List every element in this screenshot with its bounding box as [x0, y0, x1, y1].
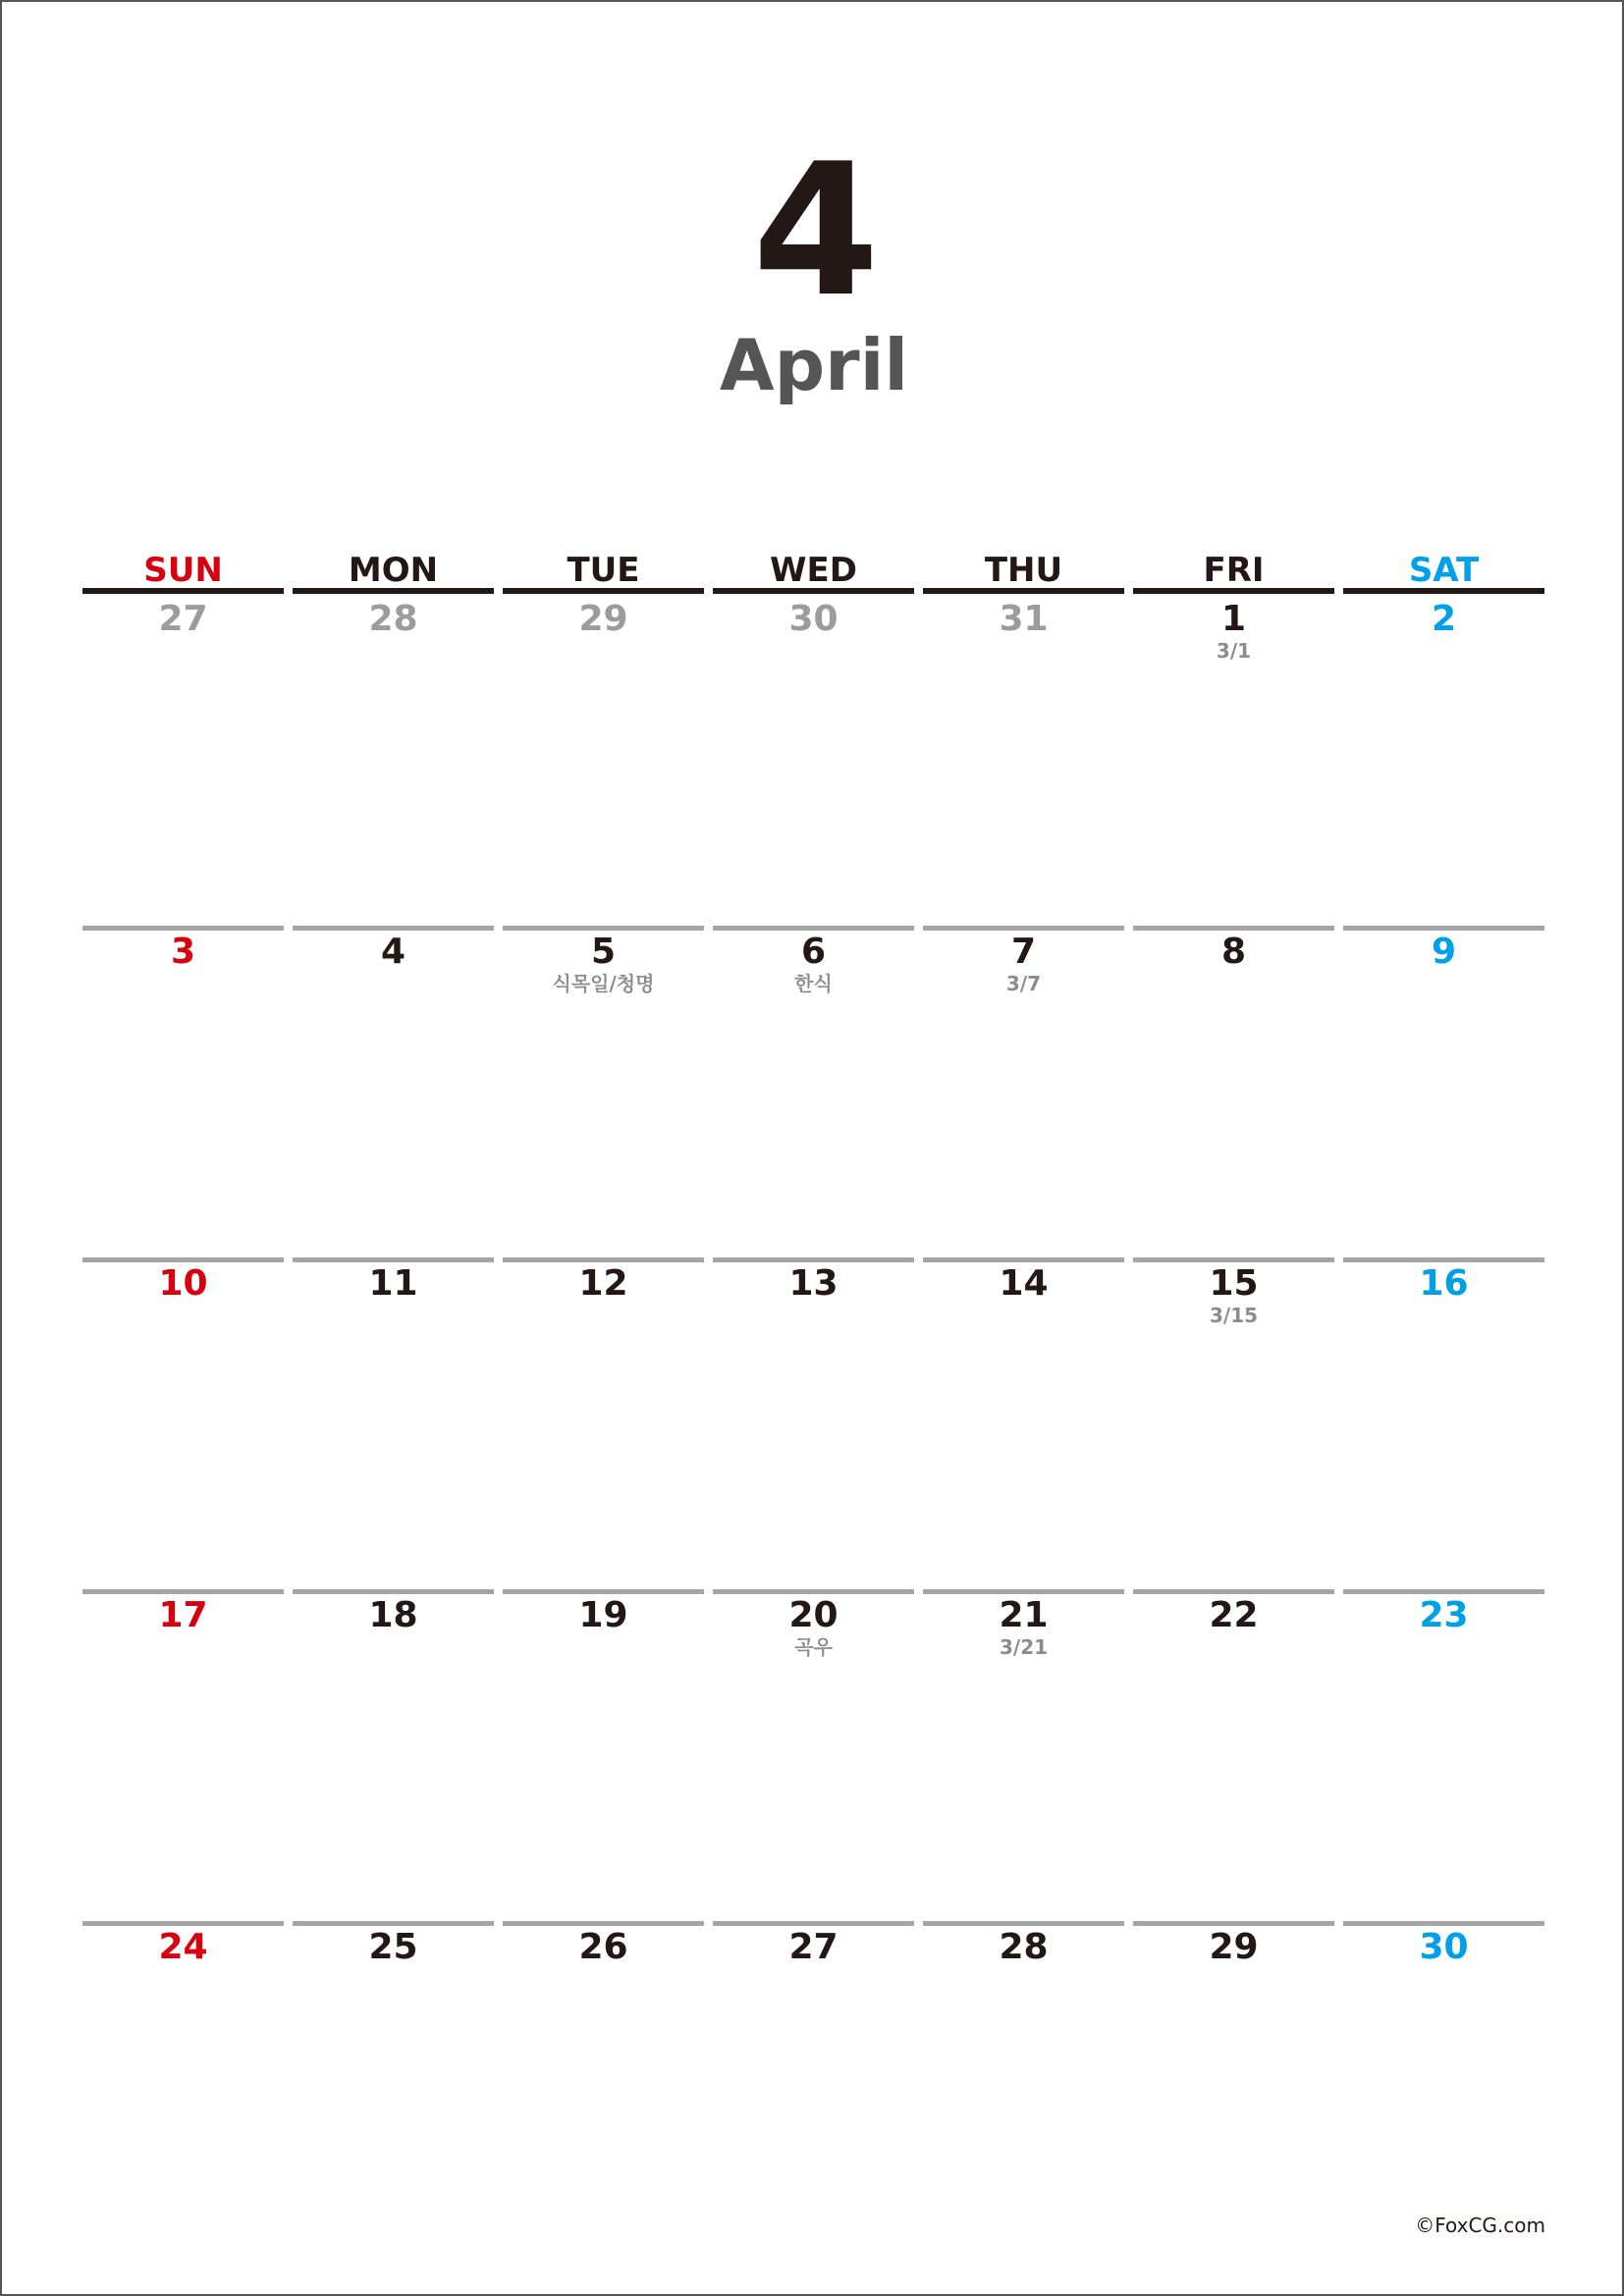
- weekday-fri: FRI: [1133, 547, 1334, 594]
- day-cell: [503, 594, 704, 926]
- day-number: 27: [158, 599, 208, 639]
- day-cell: [1343, 594, 1544, 926]
- day-number: 30: [788, 599, 839, 639]
- day-cell: [923, 1589, 1124, 1921]
- day-number: 21: [999, 1595, 1049, 1635]
- day-number: 18: [368, 1595, 418, 1635]
- day-number: 27: [788, 1927, 839, 1967]
- day-number: 11: [368, 1263, 418, 1304]
- calendar-grid: [82, 547, 1545, 2253]
- day-number: 22: [1209, 1595, 1259, 1635]
- month-number: 4: [752, 124, 876, 337]
- day-cell: [293, 1921, 494, 2253]
- day-cell: [503, 1589, 704, 1921]
- day-number: 15: [1209, 1263, 1259, 1304]
- day-number: 28: [368, 599, 418, 639]
- day-cell: [1343, 926, 1544, 1257]
- day-cell: [293, 926, 494, 1257]
- copyright: ©FoxCG.com: [1415, 2214, 1545, 2237]
- day-number: 19: [578, 1595, 628, 1635]
- day-number: 25: [368, 1927, 418, 1967]
- calendar-header: [2, 124, 1624, 406]
- day-cell: [713, 926, 914, 1257]
- day-cell: [1343, 1257, 1544, 1589]
- day-number: 4: [380, 932, 406, 972]
- weekday-mon: MON: [293, 547, 494, 594]
- day-number: 16: [1419, 1263, 1469, 1304]
- weekday-thu: THU: [923, 547, 1124, 594]
- day-note: 한식: [794, 972, 833, 996]
- day-cell: [923, 594, 1124, 926]
- month-name: April: [719, 324, 909, 406]
- day-note: 3/7: [1005, 972, 1042, 996]
- day-cell: [293, 594, 494, 926]
- day-cell: [923, 926, 1124, 1257]
- day-number: 8: [1220, 932, 1247, 972]
- day-note: 곡우: [794, 1635, 833, 1660]
- weekday-wed: WED: [713, 547, 914, 594]
- day-note: 식목일/청명: [552, 972, 655, 996]
- day-number: 5: [590, 932, 617, 972]
- day-number: 31: [999, 599, 1049, 639]
- day-cell: [713, 1921, 914, 2253]
- day-cell: [1133, 594, 1334, 926]
- day-cell: [82, 594, 284, 926]
- day-number: 23: [1419, 1595, 1469, 1635]
- day-cell: [1133, 926, 1334, 1257]
- day-number: 24: [158, 1927, 208, 1967]
- day-cell: [713, 1257, 914, 1589]
- day-number: 30: [1419, 1927, 1469, 1967]
- day-cell: [82, 1589, 284, 1921]
- day-number: 29: [578, 599, 628, 639]
- day-cell: [923, 1921, 1124, 2253]
- day-number: 12: [578, 1263, 628, 1304]
- weekday-tue: TUE: [503, 547, 704, 594]
- day-number: 2: [1431, 599, 1457, 639]
- day-cell: [503, 1257, 704, 1589]
- day-cell: [1343, 1589, 1544, 1921]
- day-cell: [503, 1921, 704, 2253]
- day-note: 3/1: [1216, 639, 1252, 664]
- day-cell: [713, 1589, 914, 1921]
- day-number: 26: [578, 1927, 628, 1967]
- day-number: 29: [1209, 1927, 1259, 1967]
- day-number: 10: [158, 1263, 208, 1304]
- day-number: 3: [170, 932, 196, 972]
- day-number: 7: [1010, 932, 1037, 972]
- day-number: 28: [999, 1927, 1049, 1967]
- day-number: 13: [788, 1263, 839, 1304]
- day-number: 1: [1220, 599, 1247, 639]
- day-cell: [713, 594, 914, 926]
- day-number: 14: [999, 1263, 1049, 1304]
- day-cell: [293, 1589, 494, 1921]
- day-cell: [82, 1257, 284, 1589]
- weekday-sat: SAT: [1343, 547, 1544, 594]
- day-number: 20: [788, 1595, 839, 1635]
- day-cell: [1133, 1257, 1334, 1589]
- day-cell: [503, 926, 704, 1257]
- weekday-sun: SUN: [82, 547, 284, 594]
- day-cell: [82, 926, 284, 1257]
- day-cell: [82, 1921, 284, 2253]
- day-cell: [1133, 1589, 1334, 1921]
- day-cell: [923, 1257, 1124, 1589]
- day-number: 9: [1431, 932, 1457, 972]
- day-note: 3/21: [999, 1635, 1049, 1660]
- day-cell: [293, 1257, 494, 1589]
- day-note: 3/15: [1209, 1304, 1259, 1328]
- day-number: 17: [158, 1595, 208, 1635]
- day-cell: [1343, 1921, 1544, 2253]
- day-cell: [1133, 1921, 1334, 2253]
- day-number: 6: [800, 932, 827, 972]
